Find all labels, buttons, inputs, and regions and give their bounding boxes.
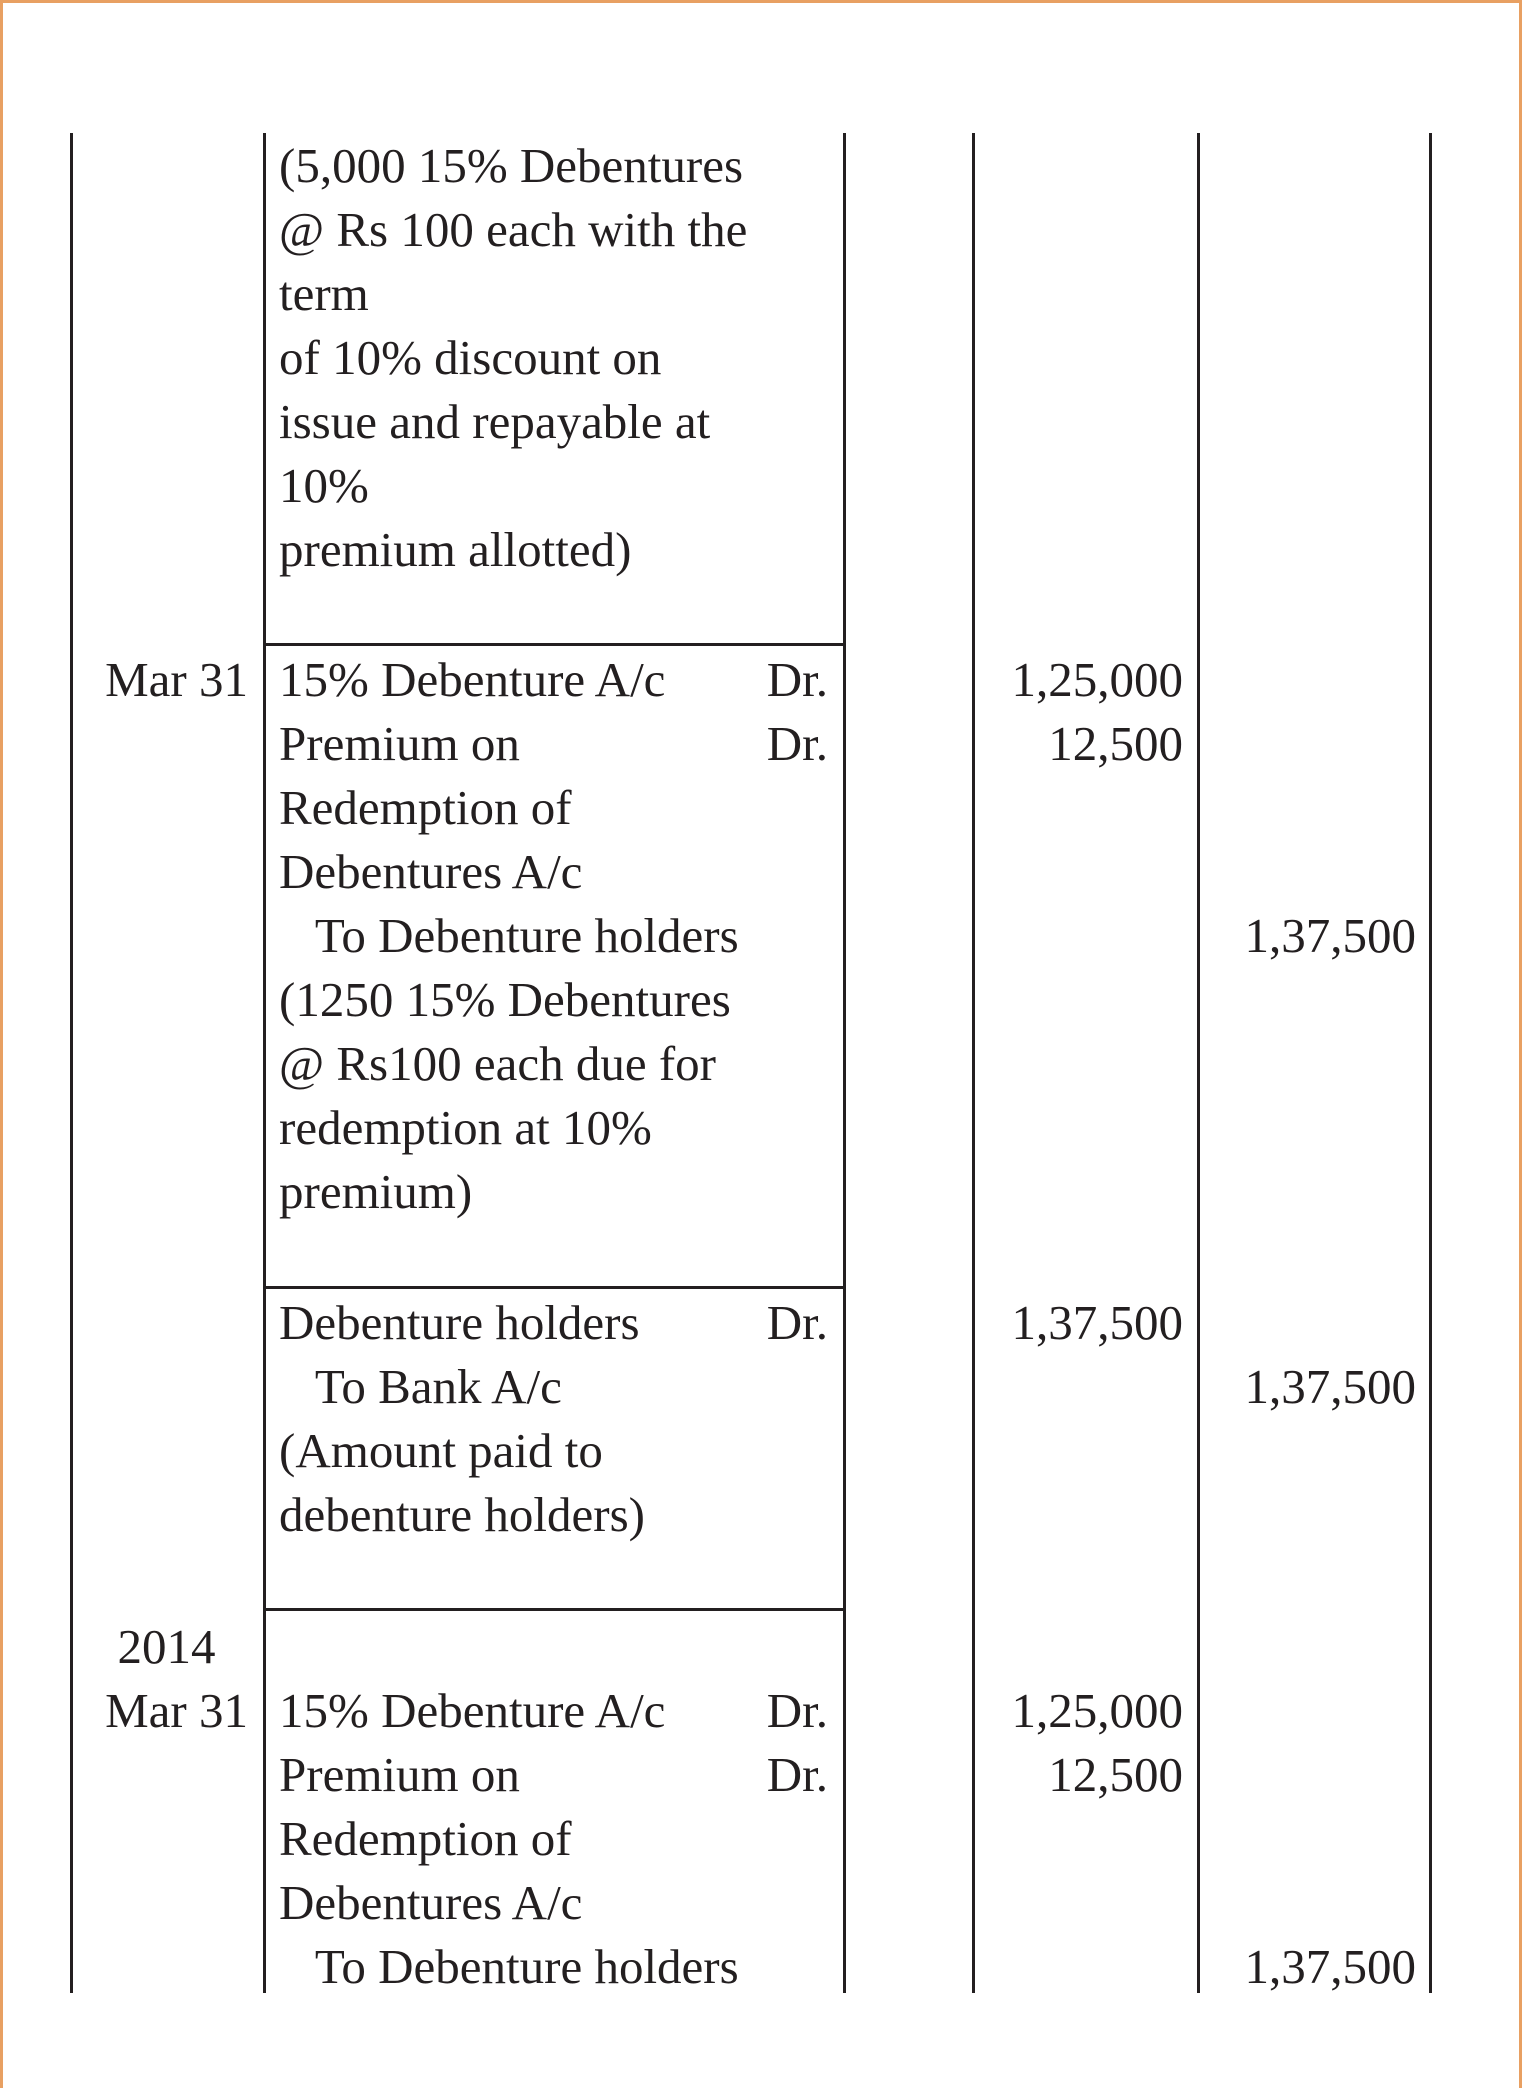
narration-line: (1250 15% Debentures <box>279 972 731 1027</box>
narration-line: @ Rs 100 each with the <box>279 202 748 257</box>
row-separator <box>263 1286 846 1289</box>
particulars-line: Debentures A/c <box>279 844 583 899</box>
row-separator <box>263 1608 846 1611</box>
particulars-line: Debenture holders <box>279 1295 640 1350</box>
particulars-line: 15% Debenture A/c <box>279 652 666 707</box>
narration-line: @ Rs100 each due for <box>279 1036 717 1091</box>
narration-line: (5,000 15% Debentures <box>279 138 744 193</box>
row-separator <box>263 643 846 646</box>
entry-year: 2014 <box>117 1619 216 1674</box>
narration-line: term <box>279 266 369 321</box>
rule-debit <box>1197 133 1200 1993</box>
particulars-line: To Debenture holders <box>279 1939 739 1994</box>
credit-amount: 1,37,500 <box>1244 908 1416 963</box>
rule-particulars <box>843 133 846 1993</box>
particulars-line: To Bank A/c <box>279 1359 562 1414</box>
dr-marker: Dr. <box>766 652 828 707</box>
credit-amount: 1,37,500 <box>1244 1359 1416 1414</box>
narration-line: (Amount paid to <box>279 1423 603 1478</box>
debit-amount: 1,37,500 <box>1011 1295 1183 1350</box>
particulars-line: To Debenture holders <box>279 908 739 963</box>
debit-amount: 1,25,000 <box>1011 652 1183 707</box>
narration-line: issue and repayable at <box>279 394 711 449</box>
debit-amount: 1,25,000 <box>1011 1683 1183 1738</box>
particulars-line: Premium on <box>279 1747 520 1802</box>
entry-date: Mar 31 <box>105 652 248 707</box>
entry-date: Mar 31 <box>105 1683 248 1738</box>
rule-right <box>1429 133 1432 1993</box>
particulars-line: Redemption of <box>279 1811 572 1866</box>
debit-amount: 12,500 <box>1048 716 1183 771</box>
narration-line: 10% <box>279 458 369 513</box>
narration-line: debenture holders) <box>279 1487 645 1542</box>
narration-line: of 10% discount on <box>279 330 662 385</box>
dr-marker: Dr. <box>766 1295 828 1350</box>
debit-amount: 12,500 <box>1048 1747 1183 1802</box>
narration-line: redemption at 10% <box>279 1100 652 1155</box>
dr-marker: Dr. <box>766 1683 828 1738</box>
dr-marker: Dr. <box>766 716 828 771</box>
particulars-line: Debentures A/c <box>279 1875 583 1930</box>
rule-date <box>263 133 266 1993</box>
particulars-line: Redemption of <box>279 780 572 835</box>
particulars-line: Premium on <box>279 716 520 771</box>
narration-line: premium allotted) <box>279 522 632 577</box>
particulars-line: 15% Debenture A/c <box>279 1683 666 1738</box>
credit-amount: 1,37,500 <box>1244 1939 1416 1994</box>
narration-line: premium) <box>279 1164 473 1219</box>
dr-marker: Dr. <box>766 1747 828 1802</box>
